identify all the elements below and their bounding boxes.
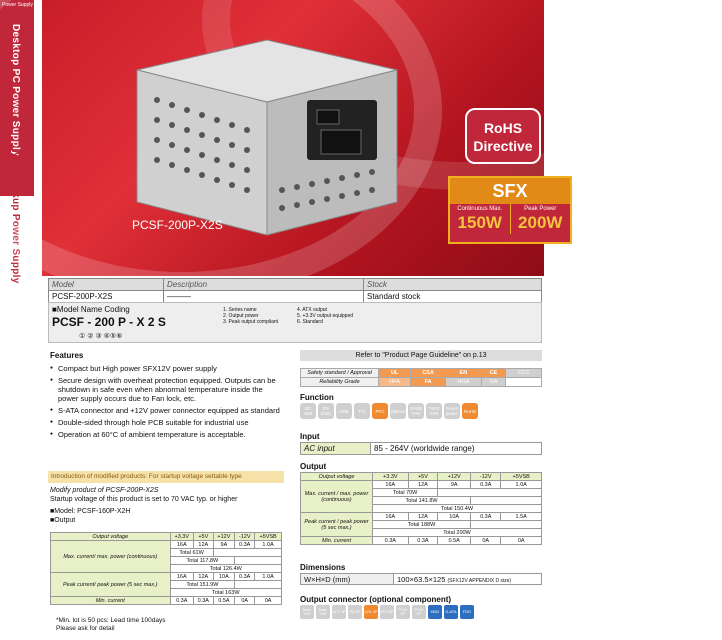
modify-title: Modify product of PCSF-200P-X2S <box>50 487 159 494</box>
modify-section <box>50 486 284 525</box>
cell: 16A <box>373 481 409 489</box>
input-title: Input <box>300 432 320 441</box>
rohs-label: RoHS <box>483 120 523 136</box>
cell: 0.3A <box>373 537 409 545</box>
coding-note: 6. Standard <box>297 319 323 325</box>
connector-icons <box>300 605 474 619</box>
feature-item: ● Secure design with overheat protection equipped. Outputs can be shutdown in safe even when abnormal temperature inside the power supply occurs due to Fan lock, etc. <box>50 376 282 403</box>
sfx-peak-label: Peak Power <box>524 206 557 212</box>
intro-banner: Introduction of modified products: For startup voltage settable type <box>48 471 284 483</box>
max-label: Max. current / max. power (continuous) <box>301 481 373 513</box>
cell: 9A <box>438 481 471 489</box>
cell: Total 70W <box>373 489 438 497</box>
12v-4p-icon: 12V 4P <box>364 605 378 619</box>
features-list <box>50 364 282 442</box>
input-table <box>300 442 542 455</box>
model-header: Model <box>49 279 164 291</box>
hdr: +3.3V <box>170 533 193 541</box>
dimensions-note: (SFX12V APPENDIX D size) <box>447 577 512 584</box>
hdr: Output voltage <box>51 533 171 541</box>
safety-ce: CE <box>481 369 506 378</box>
hdr: +5VSB <box>501 473 542 481</box>
feature-item: ● Double-sided through hole PCB suitable for industrial use <box>50 418 282 427</box>
cell: 0.3A <box>471 481 501 489</box>
min-label: Min. current <box>51 597 171 605</box>
max-label: Max. current/ max. power (continuous) <box>51 541 171 573</box>
grade-hga: HGA <box>446 378 482 387</box>
peak-label: Peak current/ peak power (5 sec max.) <box>51 573 171 597</box>
hdr: +5V <box>408 473 438 481</box>
cell: 0A <box>235 597 255 605</box>
sfx-title: SFX <box>450 178 570 204</box>
cell: 1.0A <box>255 573 282 581</box>
s-ata-icon: S-ATA <box>444 605 458 619</box>
cell: 1.5A <box>501 513 542 521</box>
feature-item: ● Compact but High power SFX12V power supply <box>50 364 282 373</box>
model-coding <box>48 302 542 343</box>
rs232c-icon: RS 232C <box>318 403 334 419</box>
pcie-8p-icon: PCIe 8P <box>412 605 426 619</box>
green-power-icon: Green power <box>444 403 460 419</box>
usb-icon: USB <box>336 403 352 419</box>
cell: 0A <box>501 537 542 545</box>
hdr: -12V <box>235 533 255 541</box>
function-title: Function <box>300 393 334 402</box>
coding-note: 2. Output power <box>223 313 259 319</box>
coding-label: ■Model Name Coding <box>52 305 130 314</box>
safety-en: EN <box>446 369 482 378</box>
safety-ul: UL <box>379 369 411 378</box>
grade-ga: GA <box>481 378 506 387</box>
modify-output-table <box>50 532 282 605</box>
cell: 9A <box>213 541 235 549</box>
function-icons <box>300 403 478 419</box>
lot-note <box>56 617 165 633</box>
grade-fa: FA <box>411 378 446 387</box>
cell: 16A <box>373 513 409 521</box>
grade-empty <box>506 378 542 387</box>
atx-4p-icon: ATX 4P <box>332 605 346 619</box>
ac-input-key: AC input <box>301 443 371 455</box>
pfc-icon: PFC <box>372 403 388 419</box>
cell: Total 200W <box>373 529 542 537</box>
sidebar-tiny-label: Power Supply <box>2 2 33 8</box>
rohs-label: Directive <box>473 138 533 154</box>
sfx-cont-value: 150W <box>457 213 502 232</box>
hdr: +5V <box>193 533 213 541</box>
cell: 1.0A <box>501 481 542 489</box>
cell: 16A <box>170 573 193 581</box>
output-title: Output <box>300 462 327 471</box>
rohs-badge <box>465 108 541 164</box>
silence-icon: Silence <box>390 403 406 419</box>
note-line: Please ask for detail <box>56 625 115 632</box>
feature-item: ● S-ATA connector and +12V power connector equipped as standard <box>50 406 282 415</box>
dimensions-title: Dimensions <box>300 563 346 572</box>
hero-banner <box>42 0 563 276</box>
cell: 16A <box>170 541 193 549</box>
cell: Total 151.9W <box>170 581 235 589</box>
coding-note: 3. Peak output compliant <box>223 319 279 325</box>
hdr: -12V <box>471 473 501 481</box>
safety-table <box>300 368 542 387</box>
coding-note: 5. +3.3V output equipped <box>297 313 354 319</box>
min-label: Min. current <box>301 537 373 545</box>
main-20p-icon: Main 20P <box>300 605 314 619</box>
cell: 0A <box>255 597 282 605</box>
hdr: +12V <box>213 533 235 541</box>
cell: 0.3A <box>170 597 193 605</box>
peak-label: Peak current / peak power (5 sec max.) <box>301 513 373 537</box>
modify-model: ■Model: PCSF-160P-X2H <box>50 508 131 515</box>
hdr: +12V <box>438 473 471 481</box>
sidebar-sub-label: Non-backup Power Supply <box>10 150 21 284</box>
cell: 1.0A <box>255 541 282 549</box>
output-table <box>300 472 542 545</box>
tsfc-fan-icon: TSFC FAN <box>426 403 442 419</box>
dimensions-key: W×H×D (mm) <box>301 574 394 585</box>
reliability-key: Reliability Grade <box>301 378 379 387</box>
cell: 0A <box>471 537 501 545</box>
sfx-peak-value: 200W <box>518 213 563 232</box>
main-24p-icon: Main 24P <box>316 605 330 619</box>
model-table <box>48 278 542 303</box>
cell: Total 141.8W <box>373 497 471 505</box>
sidebar-main-label: Desktop PC Power Supply <box>10 24 21 156</box>
grade-hfa: HFA <box>379 378 411 387</box>
cell: Total 126.4W <box>170 565 281 573</box>
coding-numbers: ① ② ③ ④⑤⑥ <box>79 333 123 340</box>
cell: 12A <box>408 481 438 489</box>
connector-title: Output connector (optional component) <box>300 595 452 604</box>
stock-header: Stock <box>364 279 542 291</box>
cell: 0.3A <box>408 537 438 545</box>
dimensions-table <box>300 573 542 585</box>
rohs-icon: RoHS <box>462 403 478 419</box>
hero-caption: PCSF-200P-X2S <box>132 218 223 232</box>
pcie-6p-icon: PCIe 6P <box>396 605 410 619</box>
cell: 0.5A <box>438 537 471 545</box>
note-line: *Min. lot is 50 pcs: Lead time 100days <box>56 617 166 624</box>
fdd-icon: FDD <box>460 605 474 619</box>
cell: 12A <box>193 541 213 549</box>
p8-4p-icon: P8 4P <box>348 605 362 619</box>
cell: 0.5A <box>213 597 235 605</box>
cell: 10A <box>438 513 471 521</box>
description-header: Description <box>164 279 364 291</box>
cell: 12A <box>408 513 438 521</box>
hdr: Output voltage <box>301 473 373 481</box>
description-cell: ——— <box>164 291 364 303</box>
model-cell: PCSF-200P-X2S <box>49 291 164 303</box>
hdr: +5VSB <box>255 533 282 541</box>
guideline-reference: Refer to "Product Page Guideline" on p.13 <box>300 350 542 361</box>
cell: 10A <box>213 573 235 581</box>
cell: Total 150.4W <box>373 505 542 513</box>
sfx-badge <box>448 176 572 244</box>
cell: Total 163W <box>170 589 281 597</box>
features-title: Features <box>50 351 84 360</box>
safety-ccc: CCC <box>506 369 542 378</box>
stock-cell: Standard stock <box>364 291 542 303</box>
modify-desc: Startup voltage of this product is set to 70 VAC typ. or higher <box>50 496 238 503</box>
safety-csa: CSA <box>411 369 446 378</box>
hdr: +3.3V <box>373 473 409 481</box>
feature-item: ● Operation at 60°C of ambient temperature is acceptable. <box>50 430 282 439</box>
cell: 12A <box>193 573 213 581</box>
coding-note: 1. Series name <box>223 307 257 313</box>
modify-output: ■Output <box>50 517 76 524</box>
eps-8p-icon: EPS 8P <box>380 605 394 619</box>
cell: Total 61W <box>170 549 213 557</box>
dimensions-value: 100×63.5×125 <box>397 574 446 584</box>
hdd-icon: HDD <box>428 605 442 619</box>
ttl-icon: TTL <box>354 403 370 419</box>
dc-start-icon: DC start <box>300 403 316 419</box>
cell: 0.3A <box>471 513 501 521</box>
cell: 0.3A <box>193 597 213 605</box>
coding-code: PCSF - 200 P - X 2 S <box>52 315 166 329</box>
cell: Total 117.8W <box>170 557 235 565</box>
cell: 0.3A <box>235 541 255 549</box>
sfx-cont-label: Continuous Max. <box>457 206 503 212</box>
safety-key: Safety standard / Approval <box>301 369 379 378</box>
cell: 0.3A <box>235 573 255 581</box>
cell: Total 188W <box>373 521 471 529</box>
power-supply-image <box>117 30 407 240</box>
coding-note: 4. ATX output <box>297 307 327 313</box>
ac-input-value: 85 - 264V (worldwide range) <box>371 443 542 455</box>
svsb-fan-icon: SVSB FAN <box>408 403 424 419</box>
